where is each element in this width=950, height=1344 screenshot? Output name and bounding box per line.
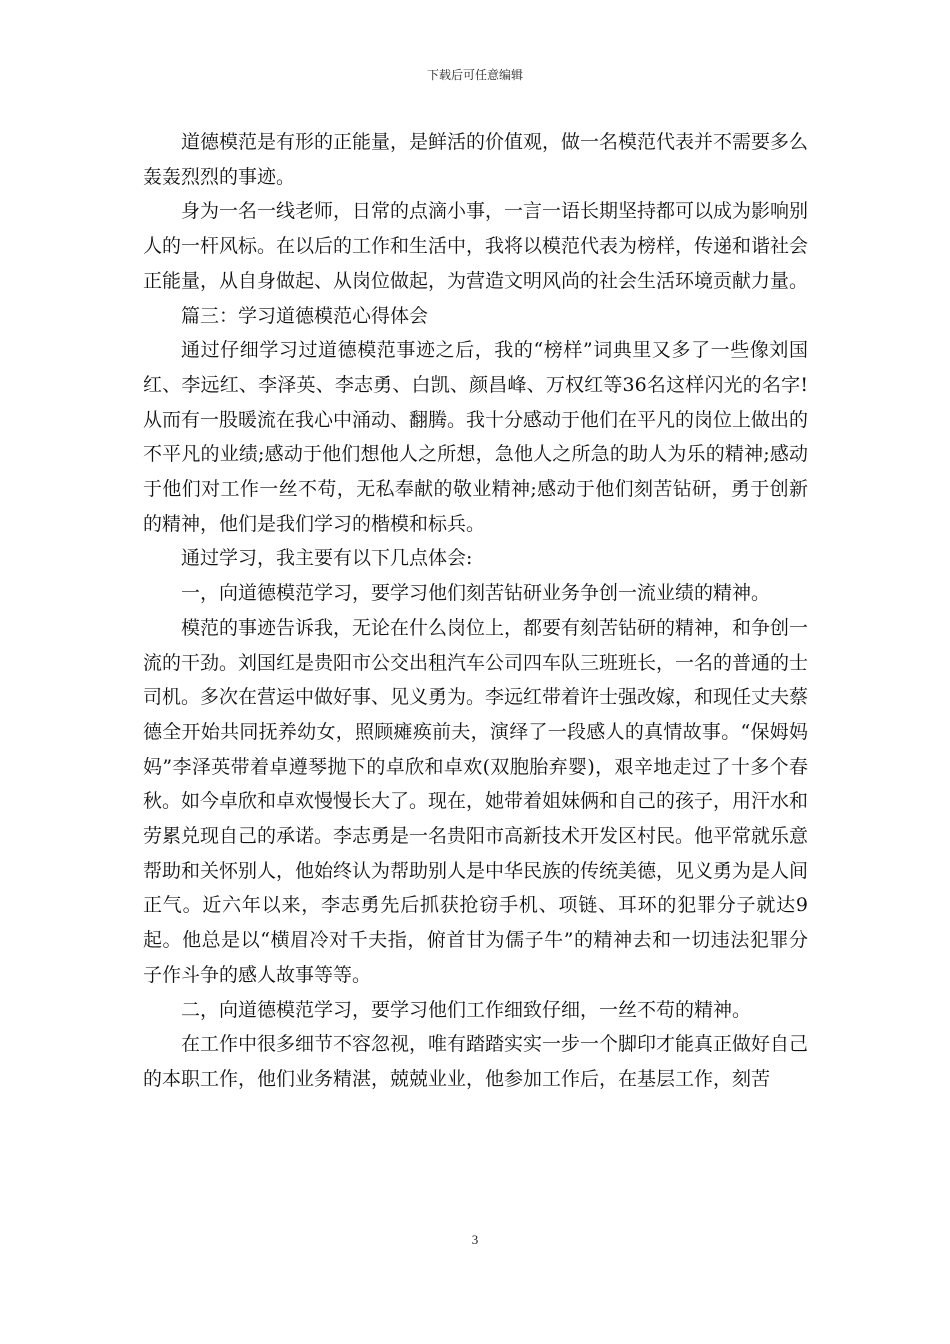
section-heading: 篇三：学习道德模范心得体会 [181,304,429,327]
paragraph: 通过仔细学习过道德模范事迹之后，我的“榜样”词典里又多了一些像刘国红、李远红、李泽英、李志勇、白凯、颜昌峰、万权红等36名这样闪光的名字!从而有一股暖流在我心中涌动、翻腾。我十分感动于他们在平凡的岗位上做出的不平凡的业绩;感动于他们想他人之所想，急他人之所急的助人为乐的精神;感动于他们对工作一丝不苟，无私奉献的敬业精神;感动于他们刻苦钻研，勇于创新的精神，他们是我们学习的楷模和标兵。 [143,339,809,535]
paragraph: 道德模范是有形的正能量，是鲜活的价值观，做一名模范代表并不需要多么轰轰烈烈的事迹。 [143,131,809,188]
paragraph: 二，向道德模范学习，要学习他们工作细致仔细，一丝不苟的精神。 [181,998,752,1021]
paragraph: 通过学习，我主要有以下几点体会: [181,547,473,570]
paragraph: 在工作中很多细节不容忽视，唯有踏踏实实一步一个脚印才能真正做好自己的本职工作，他们业务精湛，兢兢业业，他参加工作后，在基层工作，刻苦 [143,1033,809,1090]
page-header: 下载后可任意编辑 [426,68,523,82]
paragraph: 一，向道德模范学习，要学习他们刻苦钻研业务争创一流业绩的精神。 [181,582,771,605]
body-text [143,125,808,1097]
paragraph: 模范的事迹告诉我，无论在什么岗位上，都要有刻苦钻研的精神，和争创一流的干劲。刘国红是贵阳市公交出租汽车公司四车队三班班长，一名的普通的士司机。多次在营运中做好事、见义勇为。李远红带着许士强改嫁，和现任丈夫蔡德全开始共同抚养幼女，照顾瘫痪前夫，演绎了一段感人的真情故事。“保姆妈妈”李泽英带着卓遵琴抛下的卓欣和卓欢(双胞胎弃婴)，艰辛地走过了十多个春秋。如今卓欣和卓欢慢慢长大了。现在，她带着姐妹俩和自己的孩子，用汗水和劳累兑现自己的承诺。李志勇是一名贵阳市高新技术开发区村民。他平常就乐意帮助和关怀别人，他始终认为帮助别人是中华民族的传统美德，见义勇为是人间正气。近六年以来，李志勇先后抓获抢窃手机、项链、耳环的犯罪分子就达9起。他总是以“横眉冷对千夫指，俯首甘为儒子牛”的精神去和一切违法犯罪分子作斗争的感人故事等等。 [143,616,809,986]
page-number: 3 [471,1232,479,1247]
paragraph: 身为一名一线老师，日常的点滴小事，一言一语长期坚持都可以成为影响别人的一杆风标。在以后的工作和生活中，我将以模范代表为榜样，传递和谐社会正能量，从自身做起、从岗位做起，为营造文明风尚的社会生活环境贡献力量。 [143,200,809,292]
